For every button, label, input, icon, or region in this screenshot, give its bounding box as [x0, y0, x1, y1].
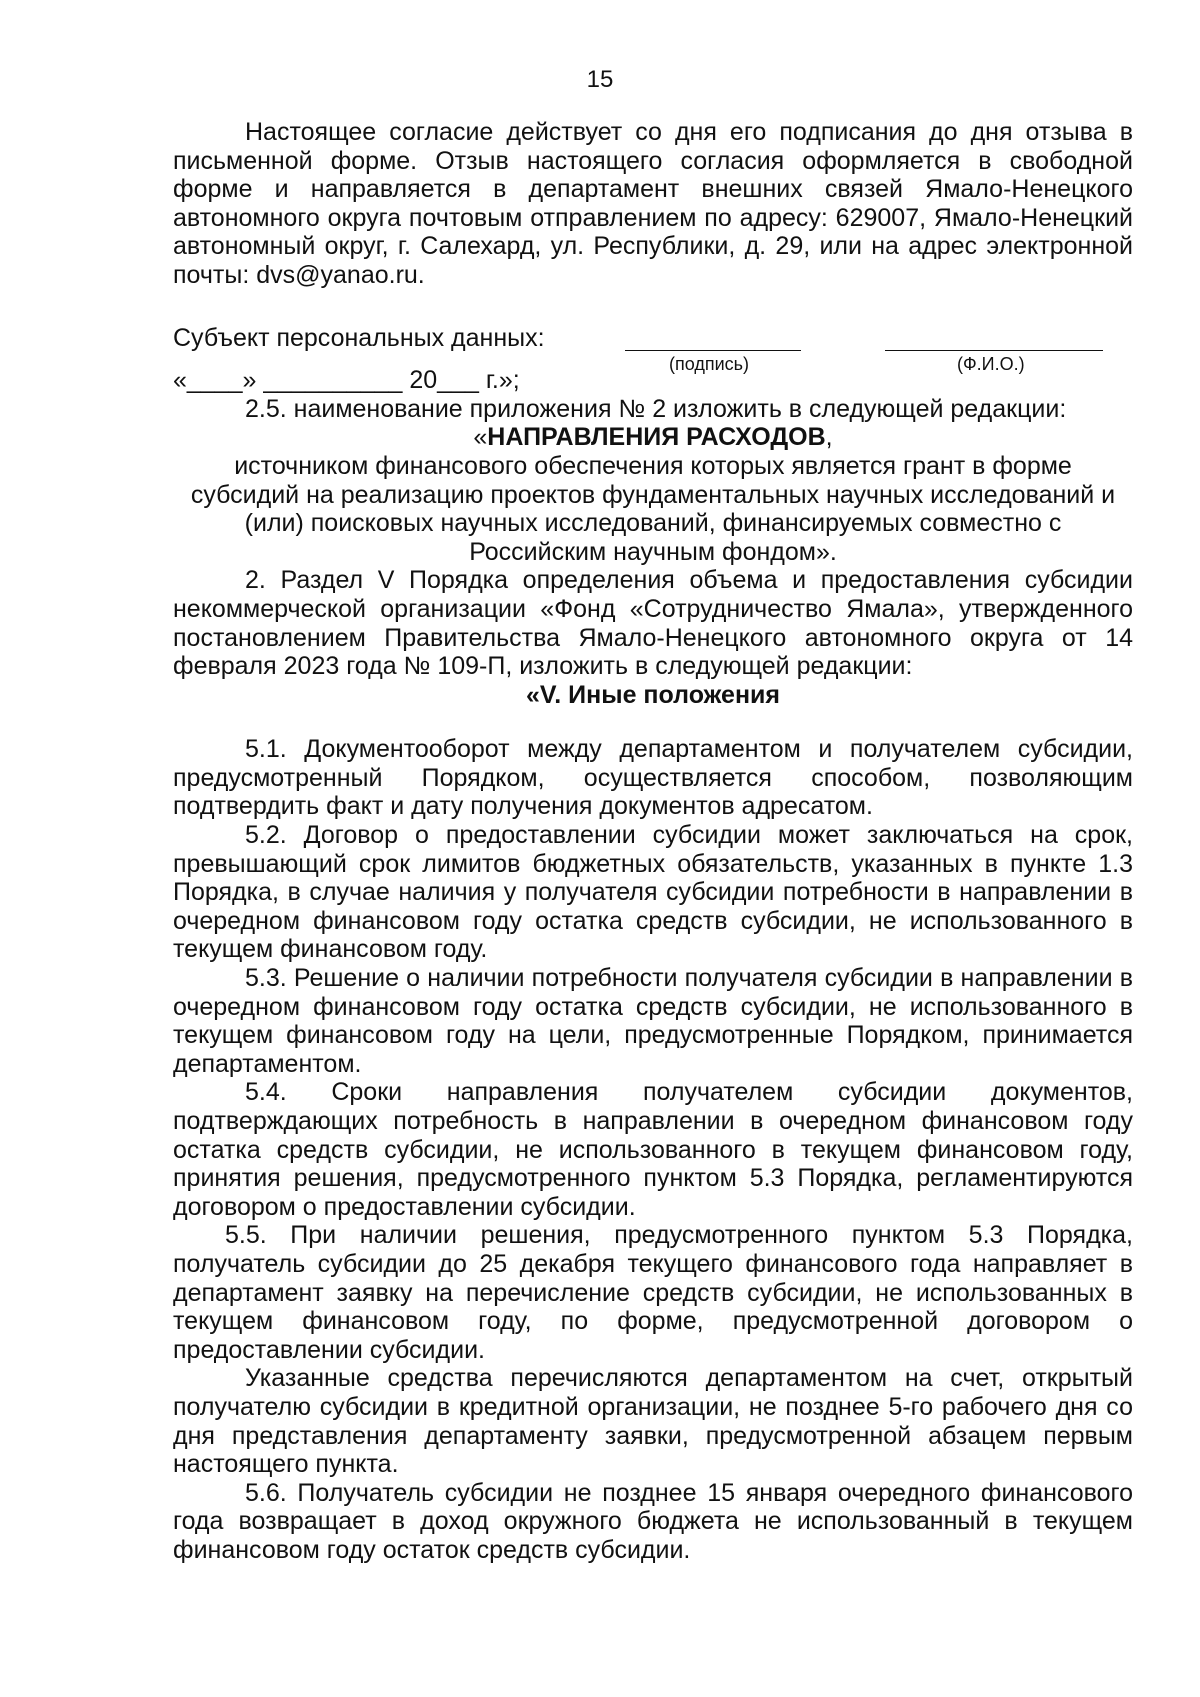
item-2-5: 2.5. наименование приложения № 2 изложить в следующей редакции: — [245, 394, 1067, 423]
clause-5-5: 5.5. При наличии решения, предусмотренного пунктом 5.3 Порядка, получатель субсидии до 25 декабря текущего финансового года направляет в департамент заявку на перечисление средств субсидии, не использованных в текущем финансовом году, по форме, предусмотренной договором о предоставлении субсидии. — [173, 1221, 1133, 1364]
clause-5-1: 5.1. Документооборот между департаментом и получателем субсидии, предусмотренный Порядком, осуществляется способом, позволяющим подтвердить факт и дату получения документов адресатом. — [173, 735, 1133, 821]
signature-caption: (подпись) — [669, 353, 750, 374]
fio-line — [885, 350, 1103, 351]
page-number: 15 — [586, 66, 614, 93]
section-title: «V. Иные положения — [525, 680, 781, 709]
appendix-title: «НАПРАВЛЕНИЯ РАСХОДОВ, — [473, 423, 833, 452]
appendix-subtitle-4: Российским научным фондом». — [469, 537, 837, 566]
appendix-subtitle-1: источником финансового обеспечения которых является грант в форме — [234, 451, 1072, 480]
signature-line — [625, 350, 801, 351]
item-2: 2. Раздел V Порядка определения объема и предоставления субсидии некоммерческой организации «Фонд «Сотрудничество Ямала», утвержденного постановлением Правительства Ямало-Ненецкого автономного округа от 14 февраля 2023 года № 109-П, изложить в следующей редакции: — [173, 566, 1133, 681]
document-body — [173, 118, 1133, 1565]
date-line: «____» __________ 20___ г.»; — [173, 366, 520, 395]
subject-label: Субъект персональных данных: — [173, 323, 545, 352]
appendix-subtitle-2: субсидий на реализацию проектов фундаментальных научных исследований и — [190, 480, 1116, 509]
consent-paragraph: Настоящее согласие действует со дня его подписания до дня отзыва в письменной форме. Отзыв настоящего согласия оформляется в свободной форме и направляется в департамент внешних связей Ямало-Ненецкого автономного округа почтовым отправлением по адресу: 629007, Ямало-Ненецкий автономный округ, г. Салехард, ул. Республики, д. 29, или на адрес электронной почты: dvs@yanao.ru. — [173, 118, 1133, 289]
clause-5-2: 5.2. Договор о предоставлении субсидии может заключаться на срок, превышающий срок лимитов бюджетных обязательств, указанных в пункте 1.3 Порядка, в случае наличия у получателя субсидии потребности в направлении в очередном финансовом году остатка средств субсидии, не использованного в текущем финансовом году. — [173, 821, 1133, 964]
appendix-subtitle-3: (или) поисковых научных исследований, финансируемых совместно с — [244, 509, 1062, 538]
clause-5-5-second-paragraph: Указанные средства перечисляются департаментом на счет, открытый получателю субсидии в кредитной организации, не позднее 5-го рабочего дня со дня представления департаменту заявки, предусмотренной абзацем первым настоящего пункта. — [173, 1364, 1133, 1479]
clause-5-6: 5.6. Получатель субсидии не позднее 15 января очередного финансового года возвращает в доход окружного бюджета не использованный в текущем финансовом году остаток средств субсидии. — [173, 1478, 1133, 1564]
signature-block — [173, 323, 1133, 374]
spacer — [173, 709, 1133, 735]
clause-5-3: 5.3. Решение о наличии потребности получателя субсидии в направлении в очередном финансовом году остатка средств субсидии, не использованного в текущем финансовом году на цели, предусмотренные Порядком, принимается департаментом. — [173, 964, 1133, 1078]
fio-caption: (Ф.И.О.) — [957, 353, 1025, 374]
clause-5-4: 5.4. Сроки направления получателем субсидии документов, подтверждающих потребность в направлении в очередном финансовом году остатка средств субсидии, не использованного в текущем финансовом году, принятия решения, предусмотренного пунктом 5.3 Порядка, регламентируются договором о предоставлении субсидии. — [173, 1078, 1133, 1221]
